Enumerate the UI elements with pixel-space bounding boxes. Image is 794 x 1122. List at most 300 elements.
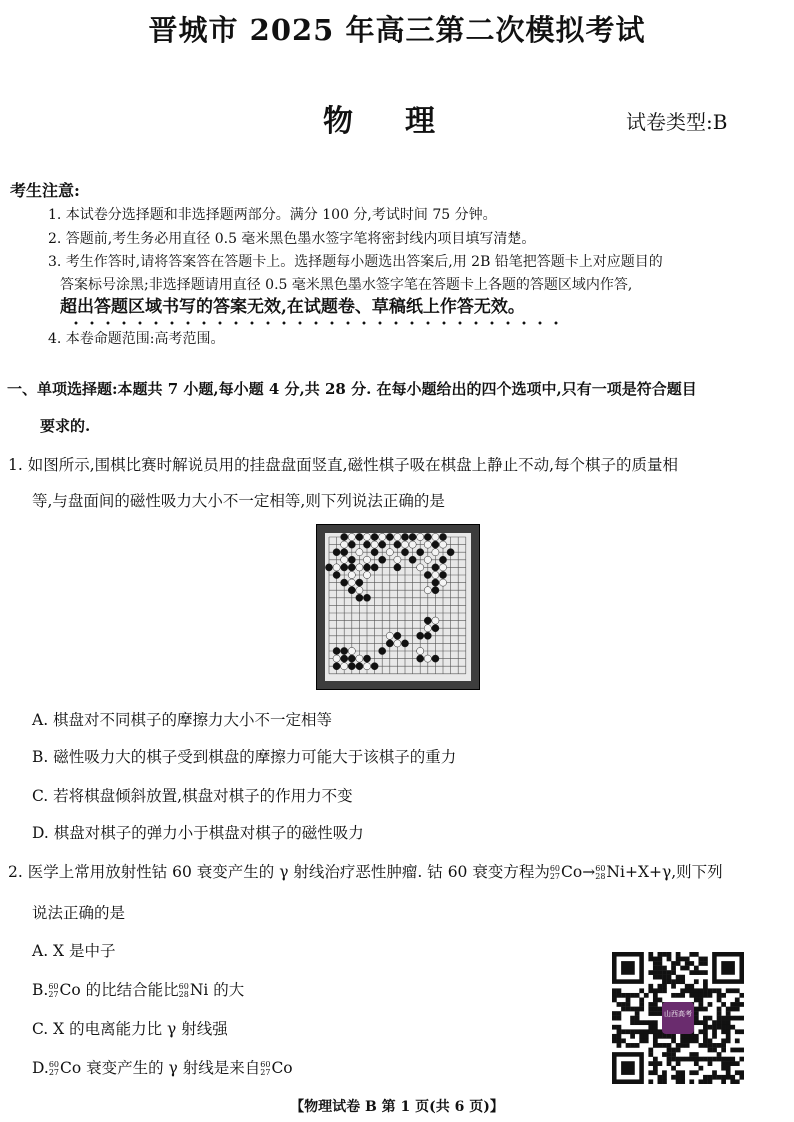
white-stone	[432, 571, 439, 578]
black-stone	[348, 663, 355, 670]
qr-module	[680, 1075, 685, 1080]
qr-module	[635, 1016, 640, 1021]
qr-module	[658, 970, 663, 975]
qr-module	[712, 988, 717, 993]
qr-module	[662, 979, 667, 984]
paper-type: 试卷类型:B	[626, 110, 728, 134]
qr-module	[639, 988, 644, 993]
go-board-figure	[316, 524, 480, 690]
qr-module	[735, 1048, 740, 1053]
qr-module	[662, 952, 667, 957]
qr-module	[662, 975, 667, 980]
qr-finder-pattern	[721, 961, 735, 975]
white-stone	[394, 556, 401, 563]
qr-module	[708, 1043, 713, 1048]
qr-module	[653, 1066, 658, 1071]
qr-module	[698, 1020, 703, 1025]
qr-module	[612, 1016, 617, 1021]
qr-module	[726, 1029, 731, 1034]
qr-module	[730, 1057, 735, 1062]
qr-module	[676, 993, 681, 998]
qr-module	[671, 961, 676, 966]
qr-module	[685, 1034, 690, 1039]
qr-module	[689, 1034, 694, 1039]
white-stone	[356, 655, 363, 662]
qr-module	[653, 1011, 658, 1016]
qr-module	[703, 1034, 708, 1039]
qr-module	[667, 1057, 672, 1062]
qr-module	[680, 966, 685, 971]
qr-module	[648, 1002, 653, 1007]
qr-module	[689, 1052, 694, 1057]
qr-module	[662, 966, 667, 971]
qr-module	[712, 1048, 717, 1053]
qr-module	[708, 993, 713, 998]
black-stone	[325, 564, 332, 571]
qr-module	[671, 1048, 676, 1053]
qr-module	[703, 993, 708, 998]
co-atomic-number: 27	[549, 872, 561, 881]
qr-module	[717, 1052, 722, 1057]
qr-module	[658, 1079, 663, 1084]
qr-module	[662, 1079, 667, 1084]
black-stone	[394, 632, 401, 639]
qr-module	[694, 1034, 699, 1039]
qr-module	[726, 1034, 731, 1039]
qr-module	[689, 1038, 694, 1043]
qr-module	[612, 1025, 617, 1030]
qr-module	[726, 1007, 731, 1012]
white-stone	[439, 579, 446, 586]
qr-module	[712, 1029, 717, 1034]
qr-module	[717, 1011, 722, 1016]
qr-module	[685, 961, 690, 966]
white-stone	[432, 549, 439, 556]
qr-badge-text: 山西高考	[664, 1010, 692, 1018]
qr-module	[617, 1034, 622, 1039]
section-heading: 一、单项选择题:本题共 7 小题,每小题 4 分,共 28 分. 在每小题给出的四个选项中,只有一项是符合题目	[7, 380, 697, 398]
qr-module	[617, 988, 622, 993]
qr-module	[617, 1025, 622, 1030]
qr-module	[648, 1079, 653, 1084]
black-stone	[341, 564, 348, 571]
white-stone	[386, 632, 393, 639]
black-stone	[401, 640, 408, 647]
black-stone	[432, 655, 439, 662]
black-stone	[333, 663, 340, 670]
question-2-stem	[8, 860, 723, 882]
qr-module	[726, 1061, 731, 1066]
qr-module	[703, 1007, 708, 1012]
cobalt-nuclide	[49, 1059, 60, 1077]
black-stone	[379, 647, 386, 654]
black-stone	[439, 533, 446, 540]
qr-module	[726, 1070, 731, 1075]
qr-module	[739, 993, 744, 998]
qr-module	[630, 1034, 635, 1039]
white-stone	[363, 533, 370, 540]
qr-module	[676, 975, 681, 980]
qr-module	[658, 1029, 663, 1034]
qr-module	[617, 1043, 622, 1048]
white-stone	[417, 564, 424, 571]
qr-module	[735, 988, 740, 993]
qr-module	[653, 1002, 658, 1007]
qr-module	[626, 1007, 631, 1012]
qr-module	[667, 975, 672, 980]
question-1-stem-cont: 等,与盘面间的磁性吸力大小不一定相等,则下列说法正确的是	[32, 492, 445, 510]
white-stone	[439, 564, 446, 571]
white-stone	[394, 533, 401, 540]
qr-module	[653, 975, 658, 980]
qr-module	[721, 1043, 726, 1048]
qr-module	[639, 1034, 644, 1039]
qr-module	[698, 1002, 703, 1007]
co-symbol: Co	[561, 863, 583, 881]
qr-module	[626, 998, 631, 1003]
qr-module	[730, 1016, 735, 1021]
qr-module	[630, 1020, 635, 1025]
qr-module	[703, 1020, 708, 1025]
go-board-drawing	[317, 525, 479, 689]
qr-module	[662, 988, 667, 993]
qr-module	[648, 1007, 653, 1012]
cobalt-nuclide	[550, 863, 582, 881]
qr-module	[648, 952, 653, 957]
qr-module	[667, 952, 672, 957]
qr-module	[658, 1011, 663, 1016]
qr-module	[671, 1034, 676, 1039]
qr-module	[703, 1075, 708, 1080]
question-1-stem: 1. 如图所示,围棋比赛时解说员用的挂盘盘面竖直,磁性棋子吸在棋盘上静止不动,每个棋子的质量相	[8, 456, 678, 474]
q2-option-d	[32, 1056, 293, 1078]
black-stone	[371, 663, 378, 670]
qr-module	[708, 1075, 713, 1080]
notice-item: 4. 本卷命题范围:高考范围。	[48, 331, 225, 347]
white-stone	[417, 647, 424, 654]
qr-module	[685, 1038, 690, 1043]
white-stone	[348, 647, 355, 654]
qr-module	[680, 1043, 685, 1048]
qr-module	[708, 1038, 713, 1043]
black-stone	[348, 564, 355, 571]
qr-module	[653, 988, 658, 993]
qr-module	[703, 970, 708, 975]
subject-title: 物理	[323, 104, 487, 139]
white-stone	[424, 541, 431, 548]
qr-module	[658, 1043, 663, 1048]
qr-module	[667, 1034, 672, 1039]
qr-module	[639, 1029, 644, 1034]
emphasis-dots	[68, 320, 558, 326]
black-stone	[348, 655, 355, 662]
qr-module	[721, 1057, 726, 1062]
black-stone	[424, 617, 431, 624]
qr-module	[648, 970, 653, 975]
qr-module	[726, 1066, 731, 1071]
qr-module	[639, 1007, 644, 1012]
white-stone	[356, 549, 363, 556]
qr-module	[680, 1057, 685, 1062]
qr-module	[635, 1011, 640, 1016]
qr-module	[658, 984, 663, 989]
qr-module	[617, 1038, 622, 1043]
black-stone	[386, 640, 393, 647]
co-mass-number: 60	[48, 1060, 59, 1069]
qr-module	[662, 1052, 667, 1057]
qr-module	[721, 1020, 726, 1025]
qr-module	[703, 1079, 708, 1084]
qr-module	[708, 988, 713, 993]
qr-module	[717, 998, 722, 1003]
qr-module	[676, 957, 681, 962]
qr-module	[730, 1061, 735, 1066]
qr-module	[648, 1020, 653, 1025]
qr-module	[703, 984, 708, 989]
black-stone	[424, 533, 431, 540]
white-stone	[363, 556, 370, 563]
qr-module	[680, 979, 685, 984]
black-stone	[348, 541, 355, 548]
qr-module	[662, 970, 667, 975]
qr-module	[612, 998, 617, 1003]
qr-module	[685, 988, 690, 993]
black-stone	[371, 549, 378, 556]
qr-module	[717, 1043, 722, 1048]
q2-option-c: C. X 的电离能力比 γ 射线强	[32, 1020, 228, 1038]
qr-module	[708, 1025, 713, 1030]
qr-module	[694, 1011, 699, 1016]
qr-module	[730, 1025, 735, 1030]
qr-module	[653, 1020, 658, 1025]
qr-module	[703, 1016, 708, 1021]
qr-module	[667, 1043, 672, 1048]
black-stone	[447, 549, 454, 556]
co-atomic-number: 27	[48, 990, 59, 999]
nickel-nuclide	[595, 863, 625, 881]
qr-module	[648, 1061, 653, 1066]
qr-module	[676, 1048, 681, 1053]
black-stone	[432, 625, 439, 632]
black-stone	[356, 579, 363, 586]
qr-module	[712, 1025, 717, 1030]
qr-module	[680, 1079, 685, 1084]
qr-module	[676, 979, 681, 984]
q2-option-b	[32, 978, 244, 1000]
qr-module	[735, 998, 740, 1003]
qr-module	[730, 1007, 735, 1012]
qr-module	[717, 1075, 722, 1080]
qr-module	[694, 1007, 699, 1012]
qr-module	[717, 1057, 722, 1062]
qr-module	[717, 1007, 722, 1012]
qr-module	[717, 1025, 722, 1030]
white-stone	[386, 549, 393, 556]
black-stone	[333, 571, 340, 578]
qr-module	[671, 1052, 676, 1057]
black-stone	[394, 541, 401, 548]
qr-module	[726, 1057, 731, 1062]
page-footer: 【物理试卷 B 第 1 页(共 6 页)】	[290, 1099, 504, 1115]
qr-module	[689, 993, 694, 998]
qr-finder-pattern	[621, 1061, 635, 1075]
black-stone	[379, 556, 386, 563]
qr-module	[694, 966, 699, 971]
qr-module	[712, 1020, 717, 1025]
nickel-nuclide	[179, 981, 190, 999]
qr-module	[712, 1043, 717, 1048]
q1-option-d: D. 棋盘对棋子的弹力小于棋盘对棋子的磁性吸力	[32, 824, 364, 842]
qr-module	[717, 1016, 722, 1021]
white-stone	[424, 587, 431, 594]
qr-module	[671, 966, 676, 971]
qr-module	[739, 1016, 744, 1021]
qr-module	[612, 993, 617, 998]
white-stone	[371, 541, 378, 548]
qr-module	[739, 1057, 744, 1062]
option-text: Co 衰变产生的 γ 射线是来自	[60, 1059, 261, 1077]
qr-module	[653, 993, 658, 998]
qr-module	[698, 1043, 703, 1048]
qr-module	[658, 1061, 663, 1066]
qr-module	[658, 998, 663, 1003]
black-stone	[333, 647, 340, 654]
q1-option-b: B. 磁性吸力大的棋子受到棋盘的摩擦力可能大于该棋子的重力	[32, 748, 457, 766]
qr-module	[671, 984, 676, 989]
qr-module	[648, 1025, 653, 1030]
qr-module	[658, 1075, 663, 1080]
qr-module	[721, 1025, 726, 1030]
black-stone	[348, 556, 355, 563]
qr-module	[612, 1038, 617, 1043]
qr-module	[689, 1079, 694, 1084]
white-stone	[341, 663, 348, 670]
qr-module	[708, 1002, 713, 1007]
qr-module	[653, 1025, 658, 1030]
qr-module	[658, 1007, 663, 1012]
qr-module	[712, 1034, 717, 1039]
black-stone	[363, 564, 370, 571]
exam-title: 晋城市 2025 年高三第二次模拟考试	[148, 13, 646, 47]
qr-module	[712, 1057, 717, 1062]
qr-module	[726, 1011, 731, 1016]
white-stone	[439, 541, 446, 548]
qr-module	[721, 1029, 726, 1034]
qr-module	[698, 970, 703, 975]
qr-module	[708, 1061, 713, 1066]
qr-module	[698, 1029, 703, 1034]
qr-module	[730, 1002, 735, 1007]
black-stone	[424, 571, 431, 578]
qr-module	[662, 1070, 667, 1075]
black-stone	[371, 533, 378, 540]
option-text: Ni 的大	[189, 981, 245, 999]
qr-module	[676, 1070, 681, 1075]
qr-module	[717, 993, 722, 998]
qr-module	[680, 975, 685, 980]
qr-module	[653, 966, 658, 971]
black-stone	[356, 533, 363, 540]
qr-module	[648, 1011, 653, 1016]
option-letter: B.	[32, 981, 49, 999]
option-text: Co	[271, 1059, 293, 1077]
white-stone	[333, 564, 340, 571]
qr-module	[689, 984, 694, 989]
qr-module	[648, 1048, 653, 1053]
black-stone	[432, 587, 439, 594]
qr-module	[721, 1002, 726, 1007]
white-stone	[417, 533, 424, 540]
q1-option-a: A. 棋盘对不同棋子的摩擦力大小不一定相等	[32, 711, 333, 729]
black-stone	[394, 564, 401, 571]
qr-module	[703, 1043, 708, 1048]
qr-module	[621, 1029, 626, 1034]
qr-module	[667, 979, 672, 984]
qr-module	[621, 1007, 626, 1012]
qr-module	[635, 1007, 640, 1012]
qr-module	[653, 1070, 658, 1075]
qr-module	[721, 1048, 726, 1053]
qr-module	[730, 1048, 735, 1053]
qr-module	[685, 1043, 690, 1048]
qr-module	[708, 1048, 713, 1053]
qr-module	[662, 1043, 667, 1048]
black-stone	[363, 655, 370, 662]
white-stone	[424, 655, 431, 662]
white-stone	[356, 564, 363, 571]
qr-module	[658, 966, 663, 971]
white-stone	[356, 587, 363, 594]
qr-module	[689, 1070, 694, 1075]
qr-module	[671, 1057, 676, 1062]
ni-atomic-number: 28	[595, 872, 606, 881]
qr-module	[735, 1079, 740, 1084]
white-stone	[424, 625, 431, 632]
notice-item: 1. 本试卷分选择题和非选择题两部分。满分 100 分,考试时间 75 分钟。	[48, 207, 497, 223]
qr-module	[689, 1057, 694, 1062]
qr-module	[685, 966, 690, 971]
qr-module	[703, 961, 708, 966]
black-stone	[333, 549, 340, 556]
qr-module	[626, 1002, 631, 1007]
black-stone	[386, 533, 393, 540]
qr-module	[676, 1079, 681, 1084]
qr-module	[644, 1020, 649, 1025]
qr-module	[671, 1038, 676, 1043]
qr-module	[739, 1002, 744, 1007]
qr-module	[662, 1075, 667, 1080]
qr-module	[689, 970, 694, 975]
qr-module	[676, 961, 681, 966]
black-stone	[417, 632, 424, 639]
qr-module	[735, 1016, 740, 1021]
qr-module	[698, 957, 703, 962]
question-2-stem-cont: 说法正确的是	[32, 904, 126, 922]
qr-module	[653, 1034, 658, 1039]
white-stone	[409, 541, 416, 548]
white-stone	[401, 541, 408, 548]
qr-module	[648, 957, 653, 962]
qr-module	[648, 1052, 653, 1057]
qr-module	[671, 1075, 676, 1080]
black-stone	[356, 663, 363, 670]
white-stone	[348, 579, 355, 586]
qr-module	[648, 988, 653, 993]
qr-module	[739, 1048, 744, 1053]
black-stone	[379, 541, 386, 548]
qr-module	[694, 1038, 699, 1043]
black-stone	[348, 587, 355, 594]
